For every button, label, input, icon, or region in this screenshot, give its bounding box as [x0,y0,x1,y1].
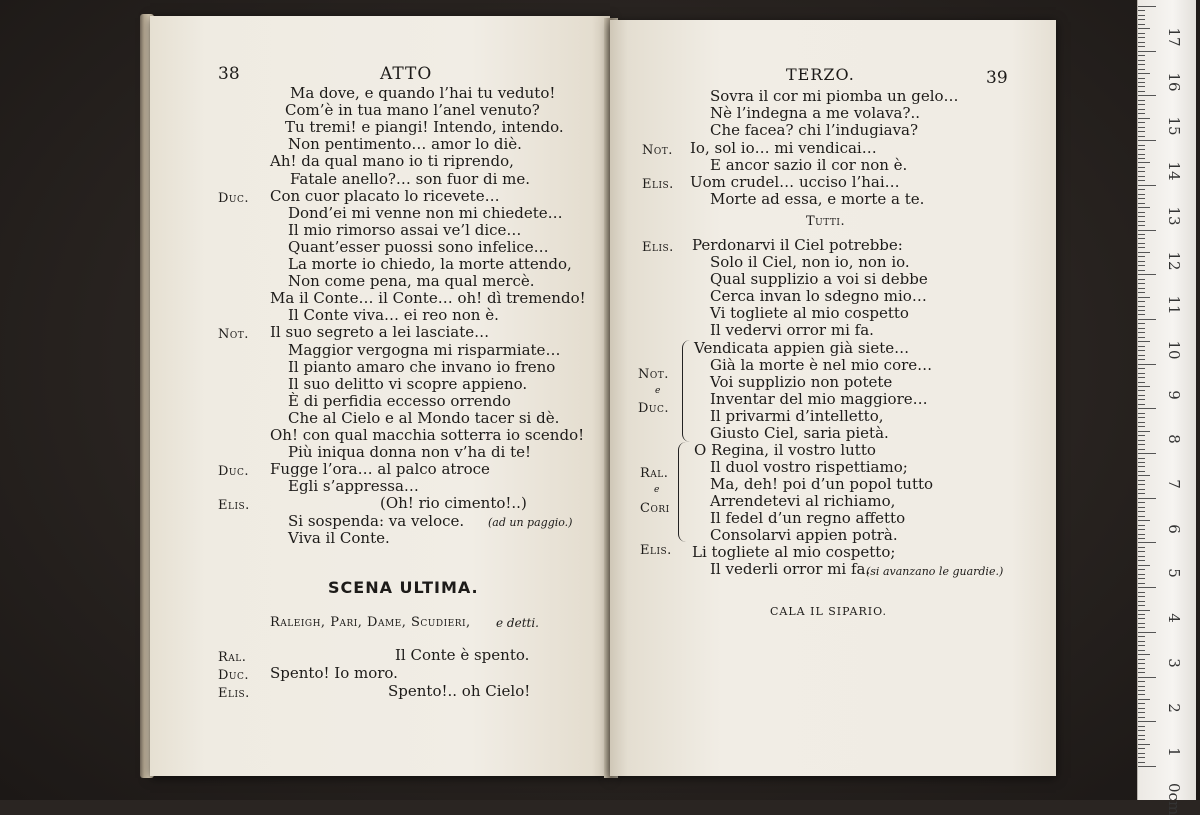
page-header-right: TERZO. [786,65,855,84]
ruler-tick [1138,15,1145,16]
right-page [610,20,1056,776]
verse-line: Il fedel d’un regno affetto [710,509,906,527]
speaker-duc: Duc. [638,401,670,416]
ruler-label: 2 [1165,702,1183,713]
ruler-tick [1138,516,1145,517]
verse-line: Qual supplizio a voi si debbe [710,270,928,288]
verse-line: Il privarmi d’intelletto, [710,407,884,425]
ruler-tick [1138,154,1145,155]
verse-line: Spento!.. oh Cielo! [388,682,531,700]
ruler-tick [1138,78,1145,79]
verse-line: Maggior vergogna mi risparmiate… [288,340,561,359]
speaker-label: Elis. [218,498,250,514]
verse-line: Tu tremi! e piangi! Intendo, intendo. [285,118,564,137]
ruler-tick [1138,6,1156,7]
ruler-tick [1138,109,1145,110]
ruler-tick [1138,690,1145,691]
verse-line: La morte io chiedo, la morte attendo, [288,255,572,273]
speaker-label: Duc. [218,668,250,683]
ruler-tick [1138,28,1150,29]
ruler-tick [1138,703,1145,704]
speaker-elis-block: Elis. [642,240,674,255]
ruler-tick [1138,395,1145,396]
cast-suffix: e detti. [496,616,539,630]
ruler-tick [1138,632,1156,633]
ruler-tick [1138,149,1145,150]
ruler-tick [1138,627,1145,628]
ruler-tick [1138,230,1156,231]
speaker-label: Elis. [218,686,250,701]
ruler-tick [1138,404,1145,405]
ruler-tick [1138,525,1145,526]
ruler-tick [1138,256,1145,257]
ruler-tick [1138,560,1145,561]
verse-line: Viva il Conte. [288,528,390,547]
ruler-label: 12 [1165,250,1183,271]
ruler-tick [1138,64,1145,65]
ruler-tick [1138,292,1145,293]
curtain-text: CALA IL SIPARIO. [770,605,887,618]
ruler-tick [1138,46,1145,47]
ruler-tick [1138,270,1145,271]
verse-line: Solo il Ciel, non io, non io. [710,253,910,271]
ruler-tick [1138,748,1145,749]
ruler-label: 5 [1165,568,1183,579]
speaker-conjunction-2: e [654,485,660,495]
ruler-tick [1138,574,1145,575]
verse-line: (Oh! rio cimento!..) [380,494,527,513]
ruler-tick [1138,373,1145,374]
ruler-label: 10 [1165,340,1183,360]
ruler-tick [1138,100,1145,101]
library-watermark-stamp [510,410,650,490]
ruler-tick [1138,368,1145,369]
ruler-tick [1138,55,1145,56]
ruler-tick [1138,386,1150,387]
ruler-tick [1138,623,1145,624]
ruler-tick [1138,203,1145,204]
ruler-tick [1138,33,1145,34]
ruler-tick [1138,364,1156,365]
speaker-label: Duc. [218,464,250,480]
verse-line: Il suo delitto vi scopre appieno. [288,374,528,393]
ruler-label: 8 [1165,434,1183,445]
ruler-tick [1138,762,1145,763]
ruler-tick [1138,238,1145,239]
ruler-tick [1138,171,1145,172]
ruler-tick [1138,127,1145,128]
ruler-tick [1138,453,1156,454]
ruler-tick [1138,180,1145,181]
ruler-tick [1138,306,1145,307]
ruler-tick [1138,91,1145,92]
verse-line: Voi supplizio non potete [710,373,893,391]
ruler-tick [1138,73,1150,74]
speaker-label: Ral. [218,650,247,665]
verse-line: O Regina, il vostro lutto [694,441,876,459]
verse-line: Non come pena, ma qual mercè. [288,272,535,291]
verse-line: Ma, deh! poi d’un popol tutto [710,475,934,493]
ruler-label: 9 [1165,389,1183,400]
ruler-tick [1138,319,1156,320]
verse-line: Cerca invan lo sdegno mio… [710,287,927,305]
verse-line: Egli s’appressa… [288,477,419,496]
ruler-tick [1138,328,1145,329]
page-header-left: ATTO [380,64,433,84]
ruler-tick [1138,587,1156,588]
verse-line: Il suo segreto a lei lasciate… [270,323,490,342]
ruler-tick [1138,730,1145,731]
ruler-tick [1138,221,1145,222]
ruler-tick [1138,444,1145,445]
ruler-tick [1138,225,1145,226]
speaker-final: Elis. [640,543,672,558]
verse-line: Il pianto amaro che invano io freno [288,357,556,376]
ruler-tick [1138,24,1145,25]
verse-line: Il Conte è spento. [395,646,530,664]
cast-line: Raleigh, Pari, Dame, Scudieri, [270,615,471,630]
ruler-tick [1138,489,1145,490]
verse-line: Com’è in tua mano l’anel venuto? [285,101,540,120]
verse-line: Ma dove, e quando l’hai tu veduto! [290,84,556,102]
ruler-tick [1138,475,1150,476]
verse-line: Vi togliete al mio cospetto [710,304,909,322]
ruler-tick [1138,323,1145,324]
speaker-cori: Cori [640,501,670,516]
ruler-tick [1138,681,1145,682]
verse-line: E ancor sazio il cor non è. [710,155,908,174]
ruler-tick [1138,413,1145,414]
speaker-ral: Ral. [640,466,669,481]
verse-line: Si sospenda: va veloce. [288,511,465,530]
verse-line: Il vedervi orror mi fa. [710,321,874,339]
verse-line: Morte ad essa, e morte a te. [710,190,925,209]
ruler-tick [1138,198,1145,199]
ruler-tick [1138,699,1150,700]
ruler-tick [1138,104,1145,105]
ruler-tick [1138,583,1145,584]
ruler-label: 13 [1165,206,1183,226]
ruler-tick [1138,359,1145,360]
ruler-tick [1138,431,1150,432]
verse-line: È di perfidia eccesso orrendo [288,391,511,410]
verse-line: Arrendetevi al richiamo, [710,492,896,510]
ruler-tick [1138,592,1145,593]
speaker-not: Not. [638,367,669,382]
ruler-tick [1138,726,1145,727]
verse-line: Vendicata appien già siete… [694,339,910,357]
ruler-tick [1138,659,1145,660]
ruler-tick [1138,440,1145,441]
ruler-tick [1138,113,1145,114]
ruler-tick [1138,95,1156,96]
ruler-tick [1138,694,1145,695]
ruler-tick [1138,435,1145,436]
ruler-tick [1138,449,1145,450]
ruler-tick [1138,547,1145,548]
ruler-tick [1138,672,1145,673]
ruler-tick [1138,355,1145,356]
ruler-tick [1138,757,1145,758]
ruler-tick [1138,686,1145,687]
ruler-tick [1138,498,1156,499]
ruler-tick [1138,234,1145,235]
ruler-tick [1138,529,1145,530]
ruler-label: 3 [1165,658,1183,668]
ruler-tick [1138,484,1145,485]
ruler-tick [1138,42,1145,43]
verse-line: Già la morte è nel mio core… [710,356,933,374]
ruler-tick [1138,663,1145,664]
ruler-tick [1138,185,1156,186]
ruler-tick [1138,565,1150,566]
ruler-tick [1138,618,1145,619]
verse-line: Quant’esser puossi sono infelice… [288,237,549,256]
ruler-label: 17 [1165,27,1183,47]
ruler-tick [1138,350,1145,351]
ruler-tick [1138,122,1145,123]
ruler-tick [1138,261,1145,262]
ruler-label: 4 [1165,613,1183,623]
ruler-tick [1138,502,1145,503]
ruler-tick [1138,511,1145,512]
ruler-tick [1138,131,1145,132]
verse-line: Non pentimento… amor lo diè. [288,135,522,154]
verse-line: Nè l’indegna a me volava?.. [710,104,921,123]
ruler-tick [1138,37,1145,38]
ruler-tick [1138,158,1145,159]
ruler-tick [1138,551,1145,552]
speaker-label: Not. [642,142,673,158]
speaker-conjunction: e [655,386,661,396]
verse-line: Il mio rimorso assai ve’l dice… [288,220,522,239]
verse-line: Perdonarvi il Ciel potrebbe: [692,236,903,254]
ruler-tick [1138,297,1150,298]
ruler-tick [1138,162,1150,163]
ruler-tick [1138,145,1145,146]
ruler-tick [1138,194,1145,195]
ruler-tick [1138,614,1145,615]
measuring-ruler [1137,0,1196,815]
ruler-tick [1138,538,1145,539]
ruler-tick [1138,408,1156,409]
verse-line: Il duol vostro rispettiamo; [710,458,908,476]
final-line-1: Li togliete al mio cospetto; [692,543,896,561]
speaker-label: Not. [218,327,249,343]
ruler-tick [1138,480,1145,481]
verse-line: Spento! Io moro. [270,664,398,682]
ruler-label: 6 [1165,523,1183,534]
ruler-tick [1138,668,1145,669]
ruler-tick [1138,247,1145,248]
ruler-tick [1138,216,1145,217]
verse-line: Oh! con qual macchia sotterra io scendo! [270,426,585,444]
ruler-tick [1138,610,1150,611]
ruler-tick [1138,176,1145,177]
ruler-tick [1138,462,1145,463]
ruler-tick [1138,677,1156,678]
ruler-tick [1138,422,1145,423]
ruler-tick [1138,288,1145,289]
verse-line: Più iniqua donna non v’ha di te! [288,443,532,462]
ruler-tick [1138,19,1145,20]
ruler-tick [1138,466,1145,467]
verse-line: Fugge l’ora… al palco atroce [270,460,490,479]
ruler-tick [1138,301,1145,302]
verse-line: Che al Cielo e al Mondo tacer si dè. [288,408,560,427]
ruler-tick [1138,520,1150,521]
ruler-tick [1138,493,1145,494]
ruler-tick [1138,578,1145,579]
ruler-label: 15 [1165,116,1183,136]
speaker-label: Duc. [218,190,250,206]
ruler-tick [1138,712,1145,713]
ruler-tick [1138,341,1150,342]
ruler-tick [1138,534,1145,535]
ruler-tick [1138,717,1145,718]
ruler-tick [1138,390,1145,391]
ruler-tick [1138,605,1145,606]
ruler-label: 7 [1165,479,1183,489]
ruler-tick [1138,274,1156,275]
ruler-tick [1138,654,1150,655]
ruler-tick [1138,417,1145,418]
verse-line: Che facea? chi l’indugiava? [710,121,919,140]
ruler-tick [1138,650,1145,651]
ruler-tick [1138,426,1145,427]
ruler-tick [1138,766,1156,767]
verse-line: Inventar del mio maggiore… [710,390,928,408]
verse-line: Uom crudel… ucciso l’hai… [690,173,900,191]
ruler-tick [1138,556,1145,557]
ruler-tick [1138,265,1145,266]
speaker-label: Elis. [642,177,674,192]
ruler-tick [1138,708,1145,709]
ruler-tick [1138,735,1145,736]
ruler-tick [1138,399,1145,400]
tutti-heading: Tutti. [806,214,846,229]
verse-line: Dond’ei mi venne non mi chiedete… [288,203,563,222]
ruler-label: 11 [1165,295,1183,315]
ruler-tick [1138,641,1145,642]
ruler-tick [1138,645,1145,646]
ruler-tick [1138,507,1145,508]
ruler-tick [1138,721,1156,722]
ruler-tick [1138,10,1145,11]
ruler-label: 16 [1165,72,1183,92]
verse-line: Sovra il cor mi piomba un gelo… [710,87,959,105]
ruler-tick [1138,136,1145,137]
verse-line: Io, sol io… mi vendicai… [690,138,877,157]
ruler-tick [1138,212,1145,213]
ruler-tick [1138,739,1145,740]
ruler-tick [1138,140,1156,141]
ruler-tick [1138,69,1145,70]
scene-title: SCENA ULTIMA. [328,578,479,597]
ruler-tick [1138,82,1145,83]
ruler-tick [1138,542,1156,543]
ruler-tick [1138,346,1145,347]
page-number-left: 38 [218,64,240,84]
ruler-tick [1138,252,1150,253]
ruler-tick [1138,596,1145,597]
ruler-tick [1138,310,1145,311]
ruler-tick [1138,167,1145,168]
ruler-tick [1138,51,1156,52]
verse-line: Ah! da qual mano io ti riprendo, [270,152,514,171]
verse-line: Ma il Conte… il Conte… oh! dì tremendo! [270,289,586,308]
final-line-2: Il vederli orror mi fa. [710,560,871,578]
ruler-tick [1138,60,1145,61]
ruler-tick [1138,118,1150,119]
ruler-tick [1138,337,1145,338]
ruler-tick [1138,377,1145,378]
ruler-tick [1138,636,1145,637]
ruler-tick [1138,243,1145,244]
ruler-tick [1138,279,1145,280]
left-page [150,16,610,776]
page-number-right: 39 [986,68,1008,88]
ruler-tick [1138,753,1145,754]
ruler-tick [1138,207,1150,208]
ruler-label: 1 [1165,747,1183,758]
verse-line: Con cuor placato lo ricevete… [270,186,500,205]
stage-direction: (ad un paggio.) [488,516,573,529]
ruler-label: 0cm [1165,783,1183,815]
verse-line: Consolarvi appien potrà. [710,526,898,544]
ruler-tick [1138,744,1150,745]
ruler-label: 14 [1165,161,1183,181]
ruler-tick [1138,601,1145,602]
final-direction: (si avanzano le guardie.) [866,565,1004,578]
ruler-tick [1138,86,1145,87]
ruler-tick [1138,471,1145,472]
ruler-tick [1138,314,1145,315]
verse-line: Giusto Ciel, saria pietà. [710,424,889,442]
verse-line: Fatale anello?… son fuor di me. [290,169,531,188]
ruler-tick [1138,382,1145,383]
ruler-tick [1138,332,1145,333]
brace-ral-cori [678,442,691,542]
ruler-tick [1138,458,1145,459]
ruler-tick [1138,189,1145,190]
ruler-tick [1138,283,1145,284]
ruler-tick [1138,569,1145,570]
verse-line: Il Conte viva… ei reo non è. [288,306,499,325]
